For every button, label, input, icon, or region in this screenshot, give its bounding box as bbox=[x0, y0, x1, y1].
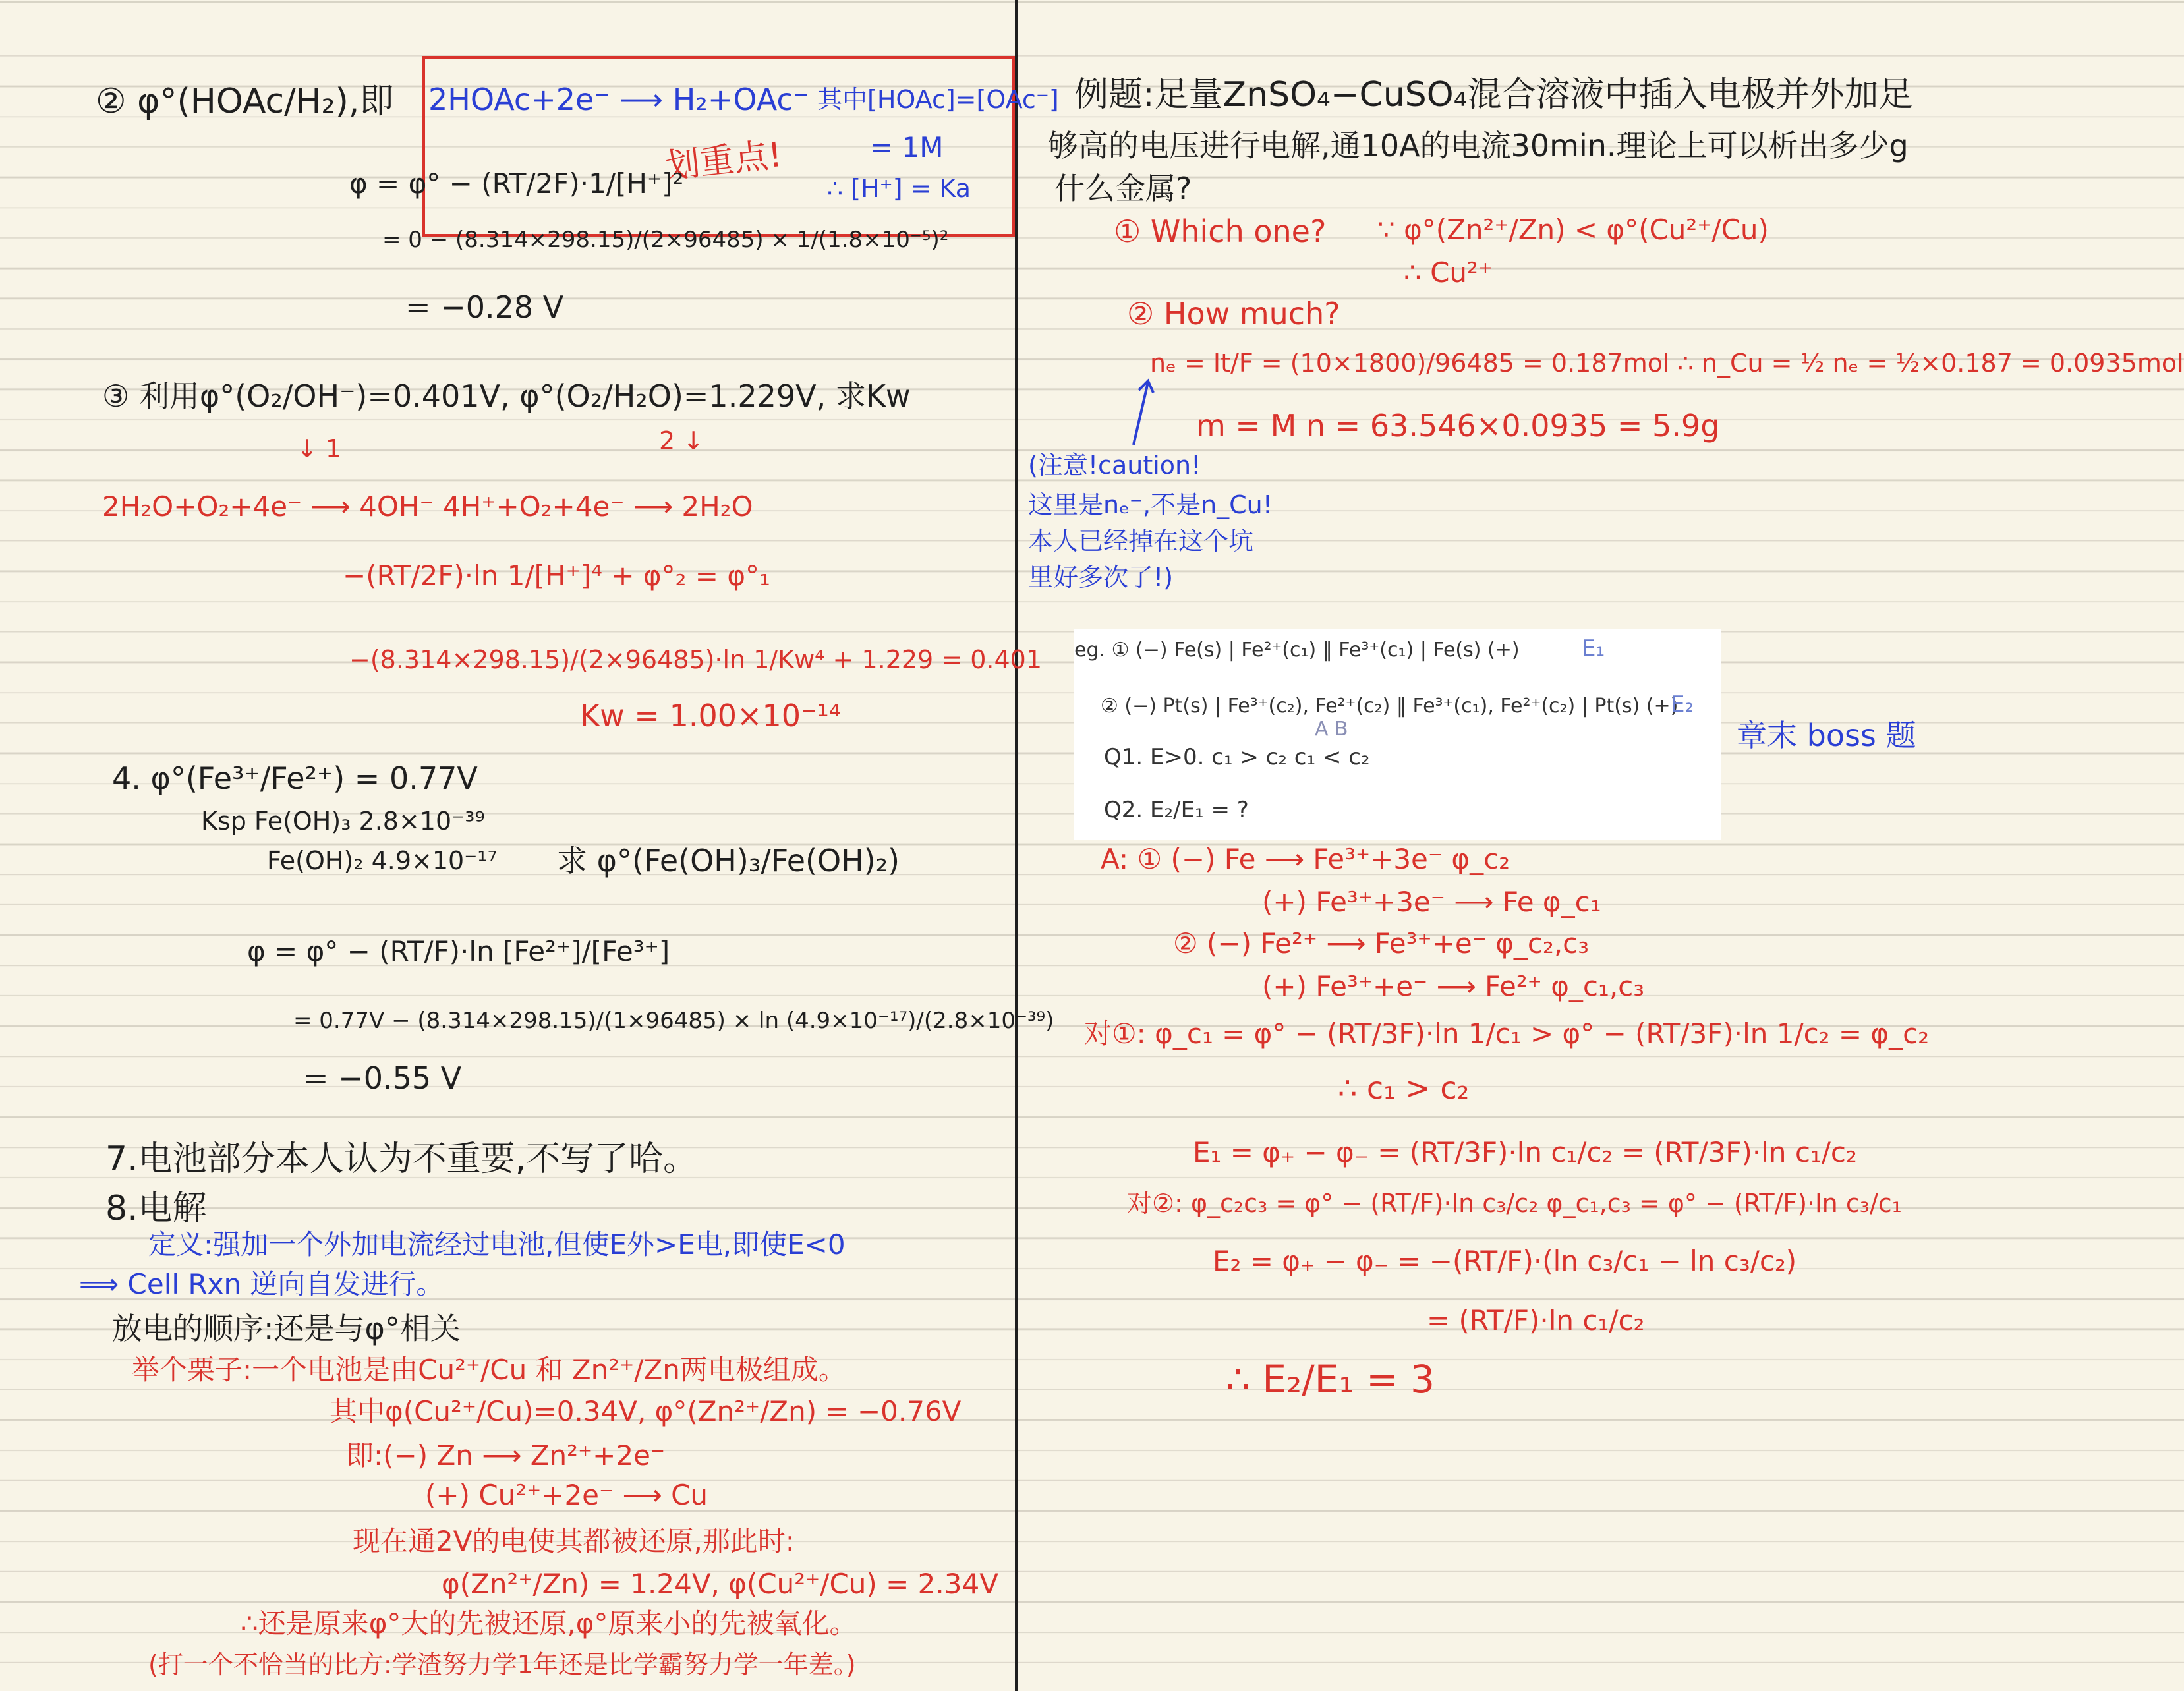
q3-heading: ③ 利用φ°(O₂/OH⁻)=0.401V, φ°(O₂/H₂O)=1.229V, 求Kw bbox=[102, 378, 911, 414]
q3-reaction: 2H₂O+O₂+4e⁻ ⟶ 4OH⁻ 4H⁺+O₂+4e⁻ ⟶ 2H₂O bbox=[102, 490, 753, 523]
q3-mark-1: ↓ 1 bbox=[297, 434, 342, 463]
q3-mark-2: 2 ↓ bbox=[659, 426, 704, 455]
pasted-exercise-panel bbox=[1074, 629, 1721, 840]
answer-line-10: = (RT/F)·ln c₁/c₂ bbox=[1427, 1304, 1645, 1336]
exercise-q1: Q1. E>0. c₁ > c₂ c₁ < c₂ bbox=[1104, 744, 1370, 770]
example-line-2: 其中φ(Cu²⁺/Cu)=0.34V, φ°(Zn²⁺/Zn) = −0.76V bbox=[330, 1395, 962, 1427]
arrow-up-icon bbox=[1120, 376, 1160, 448]
answer-line-9: E₂ = φ₊ − φ₋ = −(RT/F)·(ln c₃/c₁ − ln c₃/c₂) bbox=[1213, 1245, 1797, 1277]
answer-line-3: ② (−) Fe²⁺ ⟶ Fe³⁺+e⁻ φ_c₂,c₃ bbox=[1173, 927, 1590, 960]
q4-result: = −0.55 V bbox=[303, 1060, 462, 1096]
answer-final: ∴ E₂/E₁ = 3 bbox=[1226, 1357, 1435, 1402]
example-line-7: ∴还是原来φ°大的先被还原,φ°原来小的先被氧化。 bbox=[241, 1607, 857, 1640]
answer-line-8: 对②: φ_c₂c₃ = φ° − (RT/F)·ln c₃/c₂ φ_c₁,c₃ = φ° − (RT/F)·ln c₃/c₁ bbox=[1127, 1189, 1902, 1218]
electrolysis-definition: 定义:强加一个外加电流经过电池,但使E外>E电,即使E<0 bbox=[148, 1228, 846, 1261]
example-line-6: φ(Zn²⁺/Zn) = 1.24V, φ(Cu²⁺/Cu) = 2.34V bbox=[442, 1568, 998, 1600]
exercise-q2: Q2. E₂/E₁ = ? bbox=[1104, 797, 1249, 823]
section-7: 7.电池部分本人认为不重要,不写了哈。 bbox=[105, 1139, 698, 1179]
answer-line-7: E₁ = φ₊ − φ₋ = (RT/3F)·ln c₁/c₂ = (RT/3F)·ln c₁/c₂ bbox=[1193, 1136, 1857, 1168]
which-one: ① Which one? bbox=[1114, 214, 1327, 249]
example-line-4: (+) Cu²⁺+2e⁻ ⟶ Cu bbox=[425, 1479, 708, 1511]
q4-ksp-2: Fe(OH)₂ 4.9×10⁻¹⁷ bbox=[267, 846, 498, 875]
q2-box-note-2: = 1M bbox=[870, 131, 944, 163]
exercise-e2-label: E₂ bbox=[1671, 691, 1694, 718]
problem-line-2: 够高的电压进行电解,通10A的电流30min.理论上可以析出多少g bbox=[1048, 128, 1909, 163]
exercise-cell-1: eg. ① (−) Fe(s) | Fe²⁺(c₁) ‖ Fe³⁺(c₁) | Fe(s) (+) bbox=[1074, 639, 1520, 662]
q2-heading: ② φ°(HOAc/H₂),即 bbox=[96, 82, 394, 121]
q2-reaction: 2HOAc+2e⁻ ⟶ H₂+OAc⁻ bbox=[428, 82, 809, 117]
q2-equation-2: = 0 − (8.314×298.15)/(2×96485) × 1/(1.8×10⁻⁵)² bbox=[382, 227, 949, 253]
q4-equation-2: = 0.77V − (8.314×298.15)/(1×96485) × ln (4.9×10⁻¹⁷)/(2.8×10⁻³⁹) bbox=[293, 1008, 1054, 1034]
electrolysis-definition-2: ⟹ Cell Rxn 逆向自发进行。 bbox=[79, 1268, 444, 1300]
electron-moles-calc: nₑ = It/F = (10×1800)/96485 = 0.187mol ∴ n_Cu = ½ nₑ = ½×0.187 = 0.0935mol bbox=[1150, 349, 2184, 378]
example-line-8: (打一个不恰当的比方:学渣努力学1年还是比学霸努力学一年差。) bbox=[148, 1650, 856, 1679]
caution-line-3: 本人已经掉在这个坑 bbox=[1028, 527, 1254, 556]
example-line-3: 即:(−) Zn ⟶ Zn²⁺+2e⁻ bbox=[346, 1439, 666, 1472]
discharge-order: 放电的顺序:还是与φ°相关 bbox=[112, 1311, 461, 1346]
caution-line-4: 里好多次了!) bbox=[1028, 563, 1174, 592]
q4-ask: 求 φ°(Fe(OH)₃/Fe(OH)₂) bbox=[557, 843, 900, 878]
section-8: 8.电解 bbox=[105, 1189, 207, 1228]
highlight-note: 划重点! bbox=[664, 134, 784, 187]
exercise-cell-2: ② (−) Pt(s) | Fe³⁺(c₂), Fe²⁺(c₂) ‖ Fe³⁺(c₁), Fe²⁺(c₂) | Pt(s) (+) bbox=[1101, 695, 1679, 718]
q2-box-note-1: 其中[HOAc]=[OAc⁻] bbox=[817, 85, 1059, 114]
exercise-e1-label: E₁ bbox=[1582, 635, 1605, 662]
q4-ksp-1: Ksp Fe(OH)₃ 2.8×10⁻³⁹ bbox=[201, 807, 485, 836]
answer-line-4: (+) Fe³⁺+e⁻ ⟶ Fe²⁺ φ_c₁,c₃ bbox=[1262, 970, 1645, 1002]
boss-problem-label: 章末 boss 题 bbox=[1737, 718, 1916, 753]
q3-equation-2: −(8.314×298.15)/(2×96485)·ln 1/Kw⁴ + 1.229 = 0.401 bbox=[349, 645, 1043, 674]
problem-line-3: 什么金属? bbox=[1054, 171, 1192, 206]
caution-line-2: 这里是nₑ⁻,不是n_Cu! bbox=[1028, 490, 1273, 519]
answer-line-1: A: ① (−) Fe ⟶ Fe³⁺+3e⁻ φ_c₂ bbox=[1101, 843, 1510, 875]
q4-equation-1: φ = φ° − (RT/F)·ln [Fe²⁺]/[Fe³⁺] bbox=[247, 935, 670, 967]
example-line-5: 现在通2V的电使其都被还原,那此时: bbox=[353, 1525, 795, 1557]
answer-line-5: 对①: φ_c₁ = φ° − (RT/3F)·ln 1/c₁ > φ° − (RT/3F)·ln 1/c₂ = φ_c₂ bbox=[1084, 1017, 1930, 1050]
how-much: ② How much? bbox=[1127, 296, 1340, 331]
example-line-1: 举个栗子:一个电池是由Cu²⁺/Cu 和 Zn²⁺/Zn两电极组成。 bbox=[132, 1354, 846, 1386]
q2-result: = −0.28 V bbox=[405, 289, 564, 325]
caution-line-1: (注意!caution! bbox=[1028, 451, 1201, 480]
q3-equation-1: −(RT/2F)·ln 1/[H⁺]⁴ + φ°₂ = φ°₁ bbox=[343, 559, 770, 592]
exercise-ab-labels: A B bbox=[1315, 718, 1348, 741]
answer-line-2: (+) Fe³⁺+3e⁻ ⟶ Fe φ_c₁ bbox=[1262, 886, 1601, 918]
problem-line-1: 例题:足量ZnSO₄−CuSO₄混合溶液中插入电极并外加足 bbox=[1074, 75, 1913, 115]
q2-equation-1: φ = φ° − (RT/2F)·1/[H⁺]² bbox=[349, 167, 684, 200]
which-answer: ∴ Cu²⁺ bbox=[1404, 256, 1493, 289]
q2-box-note-3: ∴ [H⁺] = Ka bbox=[827, 174, 971, 203]
answer-line-6: ∴ c₁ > c₂ bbox=[1338, 1070, 1470, 1106]
page-divider bbox=[1015, 0, 1018, 1691]
which-reason: ∵ φ°(Zn²⁺/Zn) < φ°(Cu²⁺/Cu) bbox=[1377, 214, 1769, 246]
q3-result: Kw = 1.00×10⁻¹⁴ bbox=[580, 698, 842, 733]
mass-calc: m = M n = 63.546×0.0935 = 5.9g bbox=[1196, 408, 1720, 444]
q4-heading: 4. φ°(Fe³⁺/Fe²⁺) = 0.77V bbox=[112, 760, 478, 796]
